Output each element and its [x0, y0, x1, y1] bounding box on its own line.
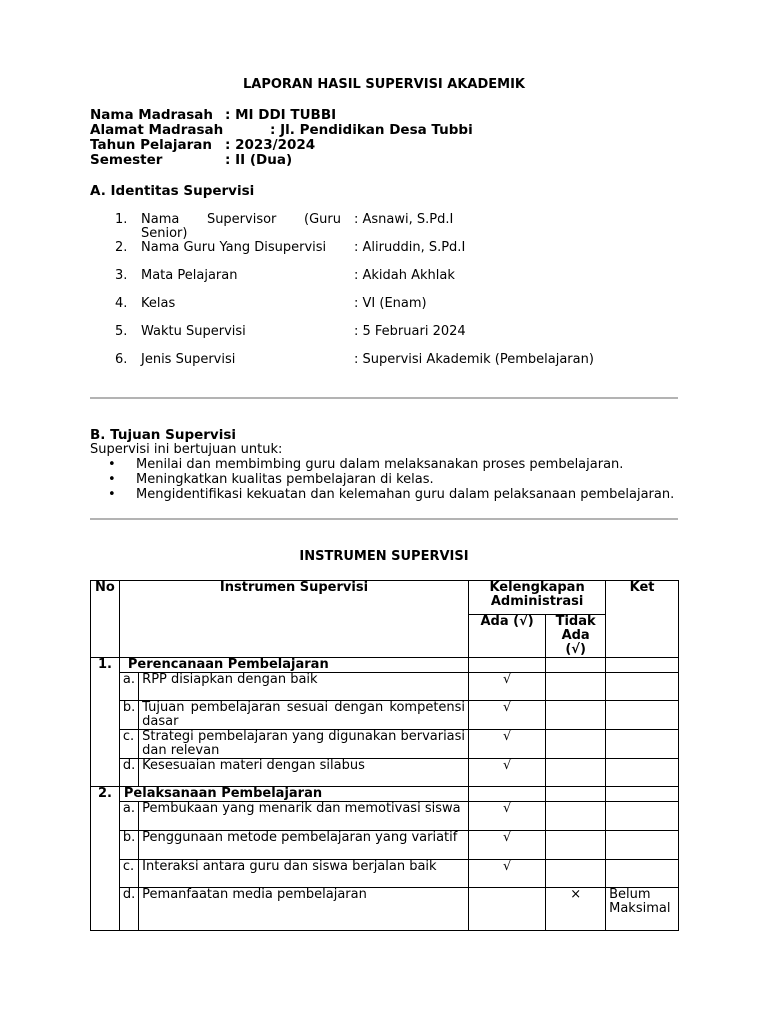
objective-text: Meningkatkan kualitas pembelajaran di kelas. [136, 472, 434, 487]
empty-cell [606, 658, 679, 673]
ket-note [606, 759, 679, 787]
ket-note: Belum Maksimal [606, 888, 679, 931]
tidak-ada-mark [546, 701, 606, 730]
identity-label: Waktu Supervisi [141, 324, 246, 339]
info-label: Tahun Pelajaran [90, 137, 213, 153]
table-row [91, 759, 679, 787]
info-value: : II (Dua) [225, 152, 293, 168]
header-kelengkapan: Kelengkapan Administrasi [469, 581, 606, 615]
identity-value: : Asnawi, S.Pd.I [354, 212, 454, 227]
ket-note [606, 831, 679, 860]
item-letter: d. [119, 759, 138, 787]
item-description: Kesesuaian materi dengan silabus [139, 759, 469, 787]
identity-value: : Akidah Akhlak [354, 268, 455, 283]
item-letter: c. [119, 860, 138, 888]
identity-item [90, 353, 678, 381]
table-row [91, 730, 679, 759]
ada-mark: √ [469, 730, 546, 759]
identity-number: 1. [115, 212, 128, 227]
group-number: 1. [91, 658, 120, 787]
identity-value: : Supervisi Akademik (Pembelajaran) [354, 352, 594, 367]
table-row [91, 673, 679, 701]
item-description: Strategi pembelajaran yang digunakan bervariasi dan relevan [139, 730, 469, 759]
empty-cell [606, 787, 679, 802]
tidak-ada-mark [546, 860, 606, 888]
ket-note [606, 860, 679, 888]
identity-list [90, 213, 678, 381]
ada-mark: √ [469, 802, 546, 831]
section-a-heading: A. Identitas Supervisi [90, 183, 255, 199]
identity-number: 4. [115, 296, 128, 311]
empty-cell [469, 787, 546, 802]
divider [90, 518, 678, 520]
group-title: Pelaksanaan Pembelajaran [119, 787, 468, 802]
table-row [91, 888, 679, 931]
header-ada: Ada (√) [469, 615, 546, 658]
header-ket: Ket [606, 581, 679, 658]
identity-value: : 5 Februari 2024 [354, 324, 466, 339]
ada-mark: √ [469, 673, 546, 701]
ket-note [606, 673, 679, 701]
empty-cell [469, 658, 546, 673]
item-description: Penggunaan metode pembelajaran yang variatif [139, 831, 469, 860]
ada-mark: √ [469, 759, 546, 787]
tidak-ada-mark [546, 673, 606, 701]
empty-cell [546, 787, 606, 802]
ada-mark: √ [469, 860, 546, 888]
table-row [91, 860, 679, 888]
identity-number: 6. [115, 352, 128, 367]
item-letter: b. [119, 701, 138, 730]
tidak-ada-mark [546, 730, 606, 759]
tidak-ada-mark [546, 831, 606, 860]
identity-label: Kelas [141, 296, 176, 311]
objective-text: Mengidentifikasi kekuatan dan kelemahan guru dalam pelaksanaan pembelajaran. [136, 487, 675, 502]
item-letter: c. [119, 730, 138, 759]
item-letter: a. [119, 673, 138, 701]
item-letter: d. [119, 888, 138, 931]
identity-number: 5. [115, 324, 128, 339]
divider [90, 397, 678, 399]
identity-item [90, 269, 678, 297]
section-b-heading: B. Tujuan Supervisi [90, 427, 237, 443]
item-description: Pembukaan yang menarik dan memotivasi siswa [139, 802, 469, 831]
identity-number: 2. [115, 240, 128, 255]
item-description: Tujuan pembelajaran sesuai dengan kompetensi dasar [139, 701, 469, 730]
identity-item [90, 213, 678, 241]
objective-text: Menilai dan membimbing guru dalam melaksanakan proses pembelajaran. [136, 457, 624, 472]
bullet-icon: • [108, 472, 116, 487]
section-b-intro: Supervisi ini bertujuan untuk: [90, 442, 283, 457]
identity-value: : VI (Enam) [354, 296, 427, 311]
objective-item [108, 472, 678, 487]
header-instrumen: Instrumen Supervisi [119, 581, 468, 658]
objective-item [108, 457, 678, 472]
identity-number: 3. [115, 268, 128, 283]
table-row [91, 701, 679, 730]
tidak-ada-mark: × [546, 888, 606, 931]
info-value: : MI DDI TUBBI [225, 107, 337, 123]
instrument-title: INSTRUMEN SUPERVISI [299, 549, 469, 564]
info-label: Semester [90, 152, 163, 168]
item-letter: b. [119, 831, 138, 860]
bullet-icon: • [108, 457, 116, 472]
identity-value: : Aliruddin, S.Pd.I [354, 240, 466, 255]
objective-list [108, 457, 678, 502]
info-label: Alamat Madrasah [90, 122, 224, 138]
tidak-ada-mark [546, 759, 606, 787]
item-letter: a. [119, 802, 138, 831]
group-title: Perencanaan Pembelajaran [119, 658, 468, 673]
identity-label: Nama Guru Yang Disupervisi [141, 240, 327, 255]
identity-label: Mata Pelajaran [141, 268, 238, 283]
ket-note [606, 802, 679, 831]
group-number: 2. [91, 787, 120, 931]
identity-label: Nama Supervisor (Guru Senior) [141, 212, 341, 241]
empty-cell [546, 658, 606, 673]
item-description: RPP disiapkan dengan baik [139, 673, 469, 701]
header-no: No [91, 581, 120, 658]
identity-item [90, 297, 678, 325]
table-row [91, 802, 679, 831]
info-label: Nama Madrasah [90, 107, 214, 123]
identity-item [90, 241, 678, 269]
item-description: Pemanfaatan media pembelajaran [139, 888, 469, 931]
ada-mark: √ [469, 831, 546, 860]
ada-mark: √ [469, 701, 546, 730]
table-row [91, 831, 679, 860]
identity-label: Jenis Supervisi [141, 352, 236, 367]
ket-note [606, 701, 679, 730]
ket-note [606, 730, 679, 759]
info-value: : 2023/2024 [225, 137, 316, 153]
identity-item [90, 325, 678, 353]
bullet-icon: • [108, 487, 116, 502]
ada-mark [469, 888, 546, 931]
objective-item [108, 487, 678, 502]
header-tidak-ada: Tidak Ada (√) [546, 615, 606, 658]
item-description: Interaksi antara guru dan siswa berjalan baik [139, 860, 469, 888]
instrument-table [90, 580, 679, 931]
tidak-ada-mark [546, 802, 606, 831]
document-title: LAPORAN HASIL SUPERVISI AKADEMIK [242, 77, 526, 92]
info-value: : Jl. Pendidikan Desa Tubbi [270, 122, 473, 138]
